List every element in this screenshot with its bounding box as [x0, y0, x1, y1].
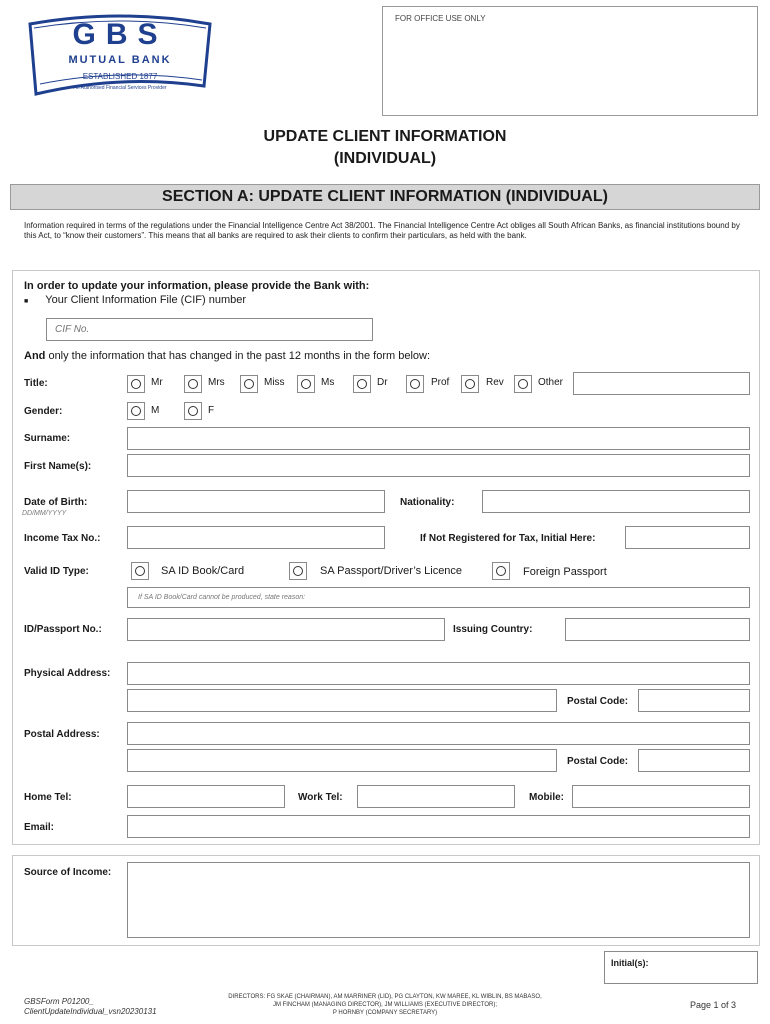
gender-label: Gender: — [24, 406, 63, 417]
gender-f-radio[interactable] — [184, 402, 202, 420]
section-a-heading: SECTION A: UPDATE CLIENT INFORMATION (INDIVIDUAL) — [10, 184, 760, 210]
initials-label: Initial(s): — [611, 958, 649, 968]
income-tax-input[interactable] — [127, 526, 385, 549]
id-sa-passport-label: SA Passport/Driver’s Licence — [320, 565, 463, 577]
title-prof-label: Prof — [431, 377, 450, 388]
logo-established: ESTABLISHED 1877 — [82, 72, 158, 81]
title-dr-radio[interactable] — [353, 375, 371, 393]
home-tel-label: Home Tel: — [24, 792, 72, 803]
first-names-label: First Name(s): — [24, 461, 92, 472]
title-miss-label: Miss — [264, 377, 285, 388]
gender-m-label: M — [151, 405, 160, 416]
cif-number-input[interactable] — [46, 318, 373, 341]
physical-address-line2[interactable] — [127, 689, 557, 712]
title-mr-label: Mr — [151, 377, 163, 388]
mobile-input[interactable] — [572, 785, 750, 808]
logo-tagline: An Authorised Financial Services Provider — [73, 85, 167, 91]
not-registered-label: If Not Registered for Tax, Initial Here: — [420, 533, 596, 544]
directors-line3: P HORNBY (COMPANY SECRETARY) — [332, 1010, 438, 1016]
email-input[interactable] — [127, 815, 750, 838]
directors-line1: DIRECTORS: FG SKAE (CHAIRMAN), AM MARRINER (LID), PG CLAYTON, KW MAREE, KL WIBLIN, BS MABASO, — [228, 994, 542, 1000]
mobile-label: Mobile: — [529, 792, 564, 803]
issuing-country-input[interactable] — [565, 618, 750, 641]
id-reason-hint: If SA ID Book/Card cannot be produced, state reason: — [138, 594, 306, 601]
source-income-label: Source of Income: — [24, 867, 112, 878]
logo-brand: GBS — [72, 18, 168, 51]
id-sa-book-label: SA ID Book/Card — [161, 565, 245, 577]
cif-bullet — [24, 294, 246, 306]
dob-format-hint: DD/MM/YYYY — [22, 510, 67, 517]
postal-postal-code-input[interactable] — [638, 749, 750, 772]
directors-line2: JM FINCHAM (MANAGING DIRECTOR), JM WILLIAMS (EXECUTIVE DIRECTOR); — [272, 1002, 498, 1008]
gender-f-label: F — [208, 405, 215, 416]
title-other-input[interactable] — [573, 372, 750, 395]
form-code-line2: ClientUpdateIndividual_vsn20230131 — [24, 1007, 157, 1016]
surname-label: Surname: — [24, 433, 71, 444]
email-label: Email: — [24, 822, 55, 833]
home-tel-input[interactable] — [127, 785, 285, 808]
title-label: Title: — [24, 378, 48, 389]
directors-list — [200, 993, 570, 1017]
id-passport-input[interactable] — [127, 618, 445, 641]
dob-label: Date of Birth: — [24, 497, 88, 508]
instructions-heading: In order to update your information, please provide the Bank with: — [24, 280, 370, 292]
form-code — [24, 997, 157, 1017]
title-dr-label: Dr — [377, 377, 388, 388]
title-mrs-radio[interactable] — [184, 375, 202, 393]
id-sa-book-radio[interactable] — [131, 562, 149, 580]
physical-address-line1[interactable] — [127, 662, 750, 685]
title-ms-label: Ms — [321, 377, 335, 388]
cif-bullet-text: Your Client Information File (CIF) number — [45, 294, 247, 306]
page-number: Page 1 of 3 — [690, 1000, 737, 1010]
nationality-input[interactable] — [482, 490, 750, 513]
work-tel-label: Work Tel: — [298, 792, 343, 803]
and-rest-text: only the information that has changed in the past 12 months in the form below: — [45, 350, 431, 362]
title-prof-radio[interactable] — [406, 375, 424, 393]
postal-address-label: Postal Address: — [24, 729, 100, 740]
id-passport-label: ID/Passport No.: — [24, 624, 102, 635]
physical-postal-code-label: Postal Code: — [567, 696, 629, 707]
id-reason-input[interactable] — [127, 587, 750, 608]
work-tel-input[interactable] — [357, 785, 515, 808]
dob-input[interactable] — [127, 490, 385, 513]
title-rev-radio[interactable] — [461, 375, 479, 393]
page-title-line1: UPDATE CLIENT INFORMATION — [263, 128, 507, 145]
tax-initial-input[interactable] — [625, 526, 750, 549]
title-mr-radio[interactable] — [127, 375, 145, 393]
form-code-line1: GBSForm P01200_ — [24, 997, 94, 1006]
title-rev-label: Rev — [486, 377, 504, 388]
physical-address-label: Physical Address: — [24, 668, 111, 679]
office-use-label: FOR OFFICE USE ONLY — [395, 14, 486, 23]
id-foreign-passport-label: Foreign Passport — [523, 566, 607, 578]
gender-m-radio[interactable] — [127, 402, 145, 420]
initials-box[interactable] — [604, 951, 758, 984]
id-sa-passport-radio[interactable] — [289, 562, 307, 580]
bullet-icon: ■ — [24, 298, 29, 305]
logo-subtitle: MUTUAL BANK — [68, 54, 172, 66]
and-word: And — [24, 350, 46, 362]
title-ms-radio[interactable] — [297, 375, 315, 393]
nationality-label: Nationality: — [400, 497, 455, 508]
title-miss-radio[interactable] — [240, 375, 258, 393]
page-title-line2: (INDIVIDUAL) — [333, 150, 437, 167]
and-instruction — [24, 350, 430, 362]
income-tax-label: Income Tax No.: — [24, 533, 101, 544]
first-names-input[interactable] — [127, 454, 750, 477]
title-other-label: Other — [538, 377, 564, 388]
title-mrs-label: Mrs — [208, 377, 225, 388]
issuing-country-label: Issuing Country: — [453, 624, 533, 635]
gbs-logo — [26, 14, 214, 104]
physical-postal-code-input[interactable] — [638, 689, 750, 712]
title-other-radio[interactable] — [514, 375, 532, 393]
surname-input[interactable] — [127, 427, 750, 450]
office-use-box[interactable] — [382, 6, 758, 116]
source-income-input[interactable] — [127, 862, 750, 938]
id-foreign-passport-radio[interactable] — [492, 562, 510, 580]
valid-id-label: Valid ID Type: — [24, 566, 89, 577]
postal-address-line2[interactable] — [127, 749, 557, 772]
intro-text: Information required in terms of the regulations under the Financial Intelligence Centre Act 38/2001. The Financial Intelligence Centre Act obliges all South African Banks, as financial institutions bound by this Act, to “know their customers”. This means that all banks are required to ask their clients to confirm their particulars, as held with the bank. — [24, 221, 740, 240]
postal-postal-code-label: Postal Code: — [567, 756, 629, 767]
postal-address-line1[interactable] — [127, 722, 750, 745]
